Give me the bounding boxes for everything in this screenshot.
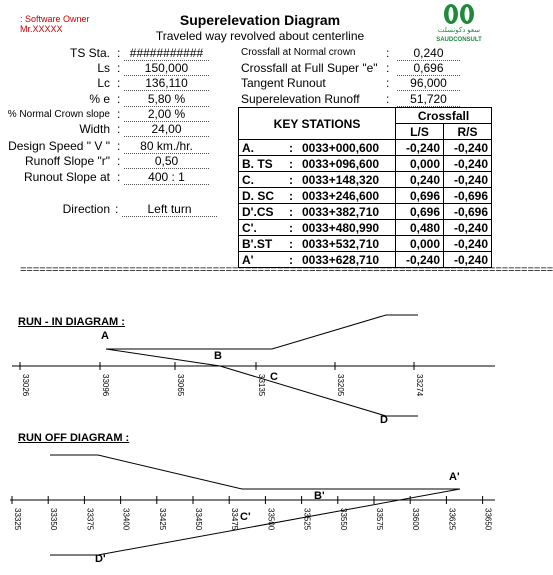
left-param-label: Lc (97, 76, 110, 90)
run-off-tick-label: 33500 (266, 508, 276, 531)
ls-header: L/S (396, 124, 444, 140)
key-stations-table (238, 107, 492, 268)
key-station-separator: : (283, 156, 299, 172)
right-param-label: Tangent Runout (241, 76, 326, 90)
key-station-rs: -0,240 (444, 156, 492, 172)
left-param-value: 150,000 (124, 61, 209, 76)
owner-line-1: : Software Owner (20, 14, 90, 24)
key-station-separator: : (283, 220, 299, 236)
key-station-code: C'. (239, 220, 284, 236)
key-stations-title: KEY STATIONS (239, 108, 396, 140)
run-off-tick-label: 33400 (121, 508, 131, 531)
key-station-separator: : (283, 140, 299, 156)
key-station-ls: 0,480 (396, 220, 444, 236)
key-station-value: 0033+628,710 (299, 252, 396, 268)
left-param-value: 400 : 1 (124, 170, 209, 185)
left-param-colon: : (117, 154, 121, 168)
run-in-tick-label: 33065 (176, 374, 185, 397)
left-param-label: Runout Slope at (23, 170, 110, 184)
run-off-label-b: B' (314, 490, 325, 502)
left-param-value: 24,00 (124, 122, 209, 137)
logo-text: SAUDCONSULT (436, 37, 482, 43)
key-station-rs: -0,240 (444, 220, 492, 236)
logo-arabic-text: سعو دكونسلت (437, 27, 481, 34)
key-station-value: 0033+246,600 (299, 188, 396, 204)
run-off-tick-label: 33450 (194, 508, 203, 531)
key-station-separator: : (283, 236, 299, 252)
run-in-label-c: C (270, 371, 278, 383)
direction-colon: : (115, 202, 119, 216)
left-param-colon: : (117, 92, 121, 106)
right-param-colon: : (386, 61, 390, 75)
right-param-value: 96,000 (397, 76, 460, 91)
run-off-tick-label: 33625 (447, 508, 457, 531)
key-station-value: 0033+532,710 (299, 236, 396, 252)
key-station-code: C. (239, 172, 284, 188)
run-in-tick-label: 33205 (336, 374, 345, 397)
key-station-ls: -0,240 (396, 140, 444, 156)
key-station-ls: 0,000 (396, 156, 444, 172)
right-param-label: Crossfall at Full Super "e" (241, 61, 378, 75)
key-station-ls: 0,696 (396, 204, 444, 220)
right-param-colon: : (386, 92, 390, 106)
run-in-diagram (0, 310, 519, 430)
key-station-ls: 0,696 (396, 188, 444, 204)
left-param-label: % e (89, 92, 110, 106)
key-station-value: 0033+480,990 (299, 220, 396, 236)
key-station-ls: -0,240 (396, 252, 444, 268)
run-off-tick-label: 33425 (157, 508, 167, 531)
key-station-rs: -0,240 (444, 236, 492, 252)
key-station-value: 0033+382,710 (299, 204, 396, 220)
key-station-row (239, 220, 492, 236)
separator-line: =================================================================================== (20, 264, 553, 276)
left-param-colon: : (117, 76, 121, 90)
key-station-rs: -0,240 (444, 172, 492, 188)
run-off-tick-label: 33375 (85, 508, 95, 531)
key-station-code: A' (239, 252, 284, 268)
run-in-label-d: D (380, 414, 388, 426)
run-in-label-a: A (101, 330, 109, 342)
key-station-code: B. TS (239, 156, 284, 172)
key-station-separator: : (283, 204, 299, 220)
right-param-label: Crossfall at Normal crown (241, 47, 356, 58)
run-off-title: RUN OFF DIAGRAM : (18, 432, 130, 444)
left-param-value: 136,110 (124, 76, 209, 91)
left-param-colon: : (117, 107, 121, 121)
left-param-value: 2,00 % (124, 107, 209, 122)
key-station-separator: : (283, 252, 299, 268)
key-station-ls: 0,000 (396, 236, 444, 252)
key-station-code: D'.CS (239, 204, 284, 220)
run-off-right-edge-line (50, 455, 460, 489)
page-title: Superelevation Diagram (179, 12, 341, 28)
right-param-value: 0,240 (397, 46, 460, 61)
run-in-tick-label: 33096 (101, 374, 110, 397)
right-param-colon: : (386, 46, 390, 60)
logo-mark-icon (428, 2, 490, 44)
crossfall-header: Crossfall (396, 108, 492, 124)
left-param-colon: : (117, 170, 121, 184)
run-in-tick-label: 33274 (415, 374, 424, 397)
left-param-label: Ls (97, 61, 110, 75)
software-owner (20, 14, 90, 34)
direction-value: Left turn (122, 202, 217, 217)
direction-label: Direction (62, 202, 110, 216)
key-station-rs: -0,240 (444, 140, 492, 156)
right-param-value: 51,720 (397, 92, 460, 107)
run-off-label-c: C' (240, 511, 251, 523)
rs-header: R/S (444, 124, 492, 140)
key-station-rs: -0,696 (444, 204, 492, 220)
right-param-colon: : (386, 76, 390, 90)
run-off-tick-label: 33575 (375, 508, 384, 531)
key-station-row (239, 188, 492, 204)
key-station-row (239, 204, 492, 220)
run-off-diagram (0, 440, 519, 575)
page-subtitle: Traveled way revolved about centerline (155, 29, 365, 43)
key-station-value: 0033+000,600 (299, 140, 396, 156)
key-station-rs: -0,696 (444, 188, 492, 204)
run-off-left-edge-line (50, 489, 460, 555)
left-param-label: Width (79, 122, 110, 136)
key-station-row (239, 172, 492, 188)
saudconsult-logo (428, 2, 490, 44)
left-param-colon: : (117, 61, 121, 75)
run-off-tick-label: 33325 (13, 508, 22, 531)
right-param-value: 0,696 (397, 61, 460, 76)
key-station-row (239, 156, 492, 172)
run-off-tick-label: 33600 (411, 508, 421, 531)
run-off-tick-label: 33550 (338, 508, 348, 531)
left-param-value: 80 km./hr. (124, 139, 209, 154)
key-station-separator: : (283, 172, 299, 188)
key-station-separator: : (283, 188, 299, 204)
left-param-value: 0,50 (124, 154, 209, 169)
key-station-code: B'.ST (239, 236, 284, 252)
key-station-rs: -0,240 (444, 252, 492, 268)
key-station-value: 0033+148,320 (299, 172, 396, 188)
key-station-row (239, 140, 492, 156)
run-in-tick-label: 33135 (257, 374, 266, 397)
run-in-right-edge-line (106, 315, 418, 349)
key-station-value: 0033+096,600 (299, 156, 396, 172)
key-station-code: D. SC (239, 188, 284, 204)
left-param-label: Runoff Slope "r" (24, 154, 110, 168)
run-in-tick-label: 33026 (21, 374, 30, 397)
run-off-tick-label: 33475 (230, 508, 240, 531)
left-param-colon: : (117, 46, 121, 60)
left-param-label: Design Speed " V " (8, 139, 110, 153)
left-param-colon: : (117, 122, 121, 136)
key-station-code: A. (239, 140, 284, 156)
right-param-label: Superelevation Runoff (241, 92, 360, 106)
left-param-value: 5,80 % (124, 92, 209, 107)
left-param-label: % Normal Crown slope (7, 109, 110, 120)
run-off-label-d: D' (95, 553, 106, 565)
left-param-colon: : (117, 139, 121, 153)
run-in-title: RUN - IN DIAGRAM : (18, 316, 125, 328)
left-param-value: ########### (124, 46, 209, 61)
run-off-tick-label: 33650 (483, 508, 493, 531)
run-in-label-b: B (214, 350, 222, 362)
run-off-tick-label: 33350 (49, 508, 59, 531)
owner-line-2: Mr.XXXXX (20, 24, 63, 34)
left-param-label: TS Sta. (69, 46, 110, 60)
run-off-tick-label: 33525 (302, 508, 312, 531)
key-station-ls: 0,240 (396, 172, 444, 188)
key-station-row (239, 236, 492, 252)
run-off-label-a: A' (449, 471, 460, 483)
